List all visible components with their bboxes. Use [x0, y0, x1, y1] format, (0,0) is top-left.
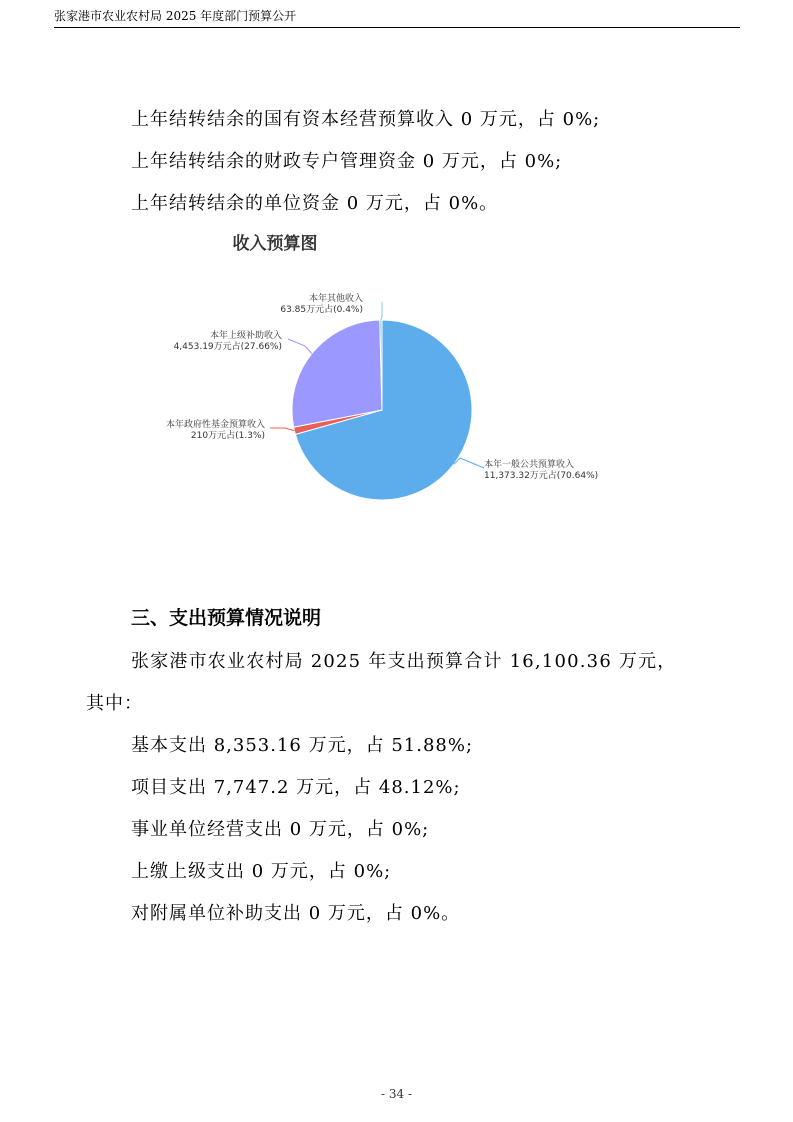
income-pie-chart [120, 226, 680, 526]
slice-name-label: 本年一般公共预算收入 [484, 460, 575, 470]
slice-name-label: 本年政府性基金预算收入 [165, 420, 265, 430]
slice-name-label: 本年上级补助收入 [209, 331, 282, 341]
paragraph-line: 事业单位经营支出 0 万元，占 0%; [131, 819, 430, 840]
paragraph-line: 张家港市农业农村局 2025 年支出预算合计 16,100.36 万元， [131, 651, 677, 672]
paragraph-line: 项目支出 7,747.2 万元，占 48.12%; [131, 777, 461, 798]
paragraph-line: 基本支出 8,353.16 万元，占 51.88%; [131, 735, 474, 756]
paragraph-line: 上年结转结余的国有资本经营预算收入 0 万元，占 0%; [131, 109, 601, 130]
paragraph-line: 上缴上级支出 0 万元，占 0%; [131, 861, 392, 882]
slice-name-label: 本年其他收入 [308, 294, 363, 304]
paragraph-line: 其中： [86, 693, 143, 714]
slice-value-label: 11,373.32万元占(70.64%) [484, 471, 599, 481]
label-leader-line [381, 302, 382, 320]
slice-value-label: 210万元占(1.3%) [190, 431, 265, 441]
paragraph-line: 对附属单位补助支出 0 万元，占 0%。 [131, 903, 461, 924]
page-header: 张家港市农业农村局 2025 年度部门预算公开 [54, 8, 740, 28]
label-leader-line [270, 428, 294, 431]
paragraph-line: 上年结转结余的单位资金 0 万元，占 0%。 [131, 193, 499, 214]
page-number: - 34 - [380, 1087, 412, 1101]
chart-title: 收入预算图 [232, 234, 318, 254]
pie-slice [292, 320, 382, 427]
label-leader-line [288, 339, 312, 354]
paragraph-line: 上年结转结余的财政专户管理资金 0 万元，占 0%; [131, 151, 563, 172]
label-leader-line [454, 458, 484, 468]
slice-value-label: 4,453.19万元占(27.66%) [173, 342, 282, 352]
section-title: 三、支出预算情况说明 [131, 607, 322, 629]
slice-value-label: 63.85万元占(0.4%) [280, 305, 363, 315]
